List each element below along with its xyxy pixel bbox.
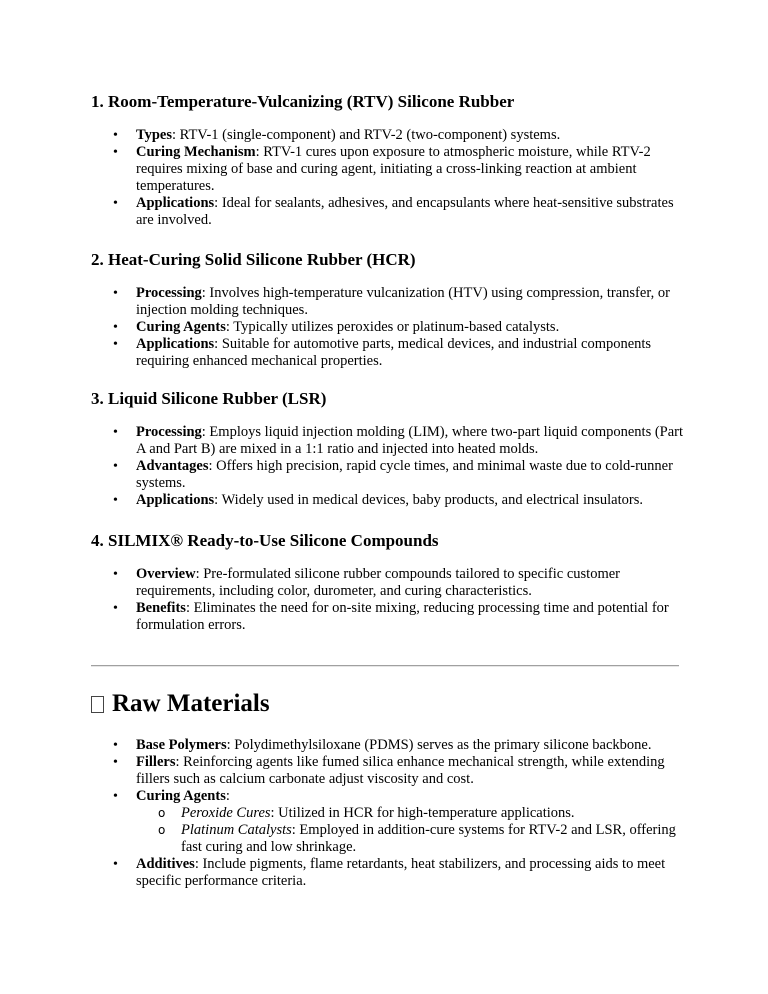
item-term: Curing Agents	[136, 788, 226, 804]
item-text: : Employs liquid injection molding (LIM), where two-part liquid components (Part A and Part B) are mixed in a 1:1 ratio and injected into heated molds.	[136, 424, 684, 457]
section-heading: 4. SILMIX® Ready-to-Use Silicone Compounds	[91, 531, 439, 550]
section-lsr	[91, 389, 691, 509]
item-text: : Ideal for sealants, adhesives, and encapsulants where heat-sensitive substrates are involved.	[136, 195, 674, 228]
section-silmix	[91, 531, 691, 634]
list-item	[91, 424, 691, 458]
list-item	[91, 336, 691, 370]
item-text: : Polydimethylsiloxane (PDMS) serves as the primary silicone backbone.	[226, 737, 652, 753]
section-heading: 2. Heat-Curing Solid Silicone Rubber (HCR)	[91, 250, 416, 269]
list-item	[91, 195, 691, 229]
item-text: : Suitable for automotive parts, medical devices, and industrial components requiring enhanced mechanical properties.	[136, 336, 652, 369]
list-item	[91, 458, 691, 492]
bullet-list	[91, 127, 691, 229]
bullet-list	[91, 737, 691, 890]
list-item	[91, 856, 691, 890]
list-item	[91, 127, 691, 144]
list-item	[91, 566, 691, 600]
item-text: : Eliminates the need for on-site mixing, reducing processing time and potential for formulation errors.	[136, 600, 669, 633]
list-item	[91, 492, 691, 509]
item-text: : Widely used in medical devices, baby products, and electrical insulators.	[214, 492, 643, 508]
item-term: Advantages	[136, 458, 209, 474]
item-text: : Typically utilizes peroxides or platinum-based catalysts.	[225, 319, 560, 335]
item-term: Applications	[136, 195, 215, 211]
section-heading: 3. Liquid Silicone Rubber (LSR)	[91, 389, 327, 408]
bullet-list	[91, 566, 691, 634]
item-term: Processing	[136, 424, 202, 440]
sub-list-item	[136, 822, 691, 856]
bullet-list	[91, 424, 691, 509]
item-text: : Include pigments, flame retardants, heat stabilizers, and processing aids to meet specific performance criteria.	[136, 856, 666, 889]
section-rtv	[91, 92, 691, 229]
list-item	[91, 319, 691, 336]
item-term: Processing	[136, 285, 202, 301]
list-item	[91, 737, 691, 754]
item-term: Curing Agents	[136, 319, 226, 335]
item-term: Additives	[136, 856, 195, 872]
heading-text: Raw Materials	[112, 690, 270, 717]
list-item	[91, 600, 691, 634]
item-term: Types	[136, 127, 172, 143]
item-text: : Involves high-temperature vulcanization (HTV) using compression, transfer, or injection molding techniques.	[136, 285, 670, 318]
item-term: Base Polymers	[136, 737, 227, 753]
bullet-list	[91, 285, 691, 370]
item-text: : RTV-1 cures upon exposure to atmospheric moisture, while RTV-2 requires mixing of base and curing agent, initiating a cross-linking reaction at ambient temperatures.	[136, 144, 651, 194]
item-term: Fillers	[136, 754, 176, 770]
item-text: : Pre-formulated silicone rubber compounds tailored to specific customer requirements, including color, durometer, and curing characteristics.	[136, 566, 620, 599]
sub-list	[136, 805, 691, 856]
item-term: Applications	[136, 336, 215, 352]
item-term: Applications	[136, 492, 215, 508]
missing-glyph-box-icon	[91, 696, 104, 713]
list-item	[91, 144, 691, 195]
item-text: : Reinforcing agents like fumed silica enhance mechanical strength, while extending fillers such as calcium carbonate adjust viscosity and cost.	[136, 754, 665, 787]
list-item	[91, 285, 691, 319]
item-text: : RTV-1 (single-component) and RTV-2 (two-component) systems.	[172, 127, 561, 143]
item-term: Curing Mechanism	[136, 144, 256, 160]
section-heading: 1. Room-Temperature-Vulcanizing (RTV) Silicone Rubber	[91, 92, 515, 111]
section-raw-materials	[91, 737, 691, 890]
sub-item-term: Peroxide Cures	[181, 805, 271, 821]
item-term: Benefits	[136, 600, 186, 616]
item-text: :	[225, 788, 230, 804]
raw-materials-heading	[91, 689, 270, 719]
sub-item-text: : Employed in addition-cure systems for RTV-2 and LSR, offering fast curing and low shrinkage.	[181, 822, 676, 855]
section-hcr	[91, 250, 691, 370]
sub-list-item	[136, 805, 691, 822]
item-text: : Offers high precision, rapid cycle times, and minimal waste due to cold-runner systems.	[136, 458, 673, 491]
sub-item-term: Platinum Catalysts	[181, 822, 292, 838]
item-term: Overview	[136, 566, 196, 582]
sub-item-text: : Utilized in HCR for high-temperature applications.	[270, 805, 575, 821]
list-item	[91, 754, 691, 788]
list-item	[91, 788, 691, 856]
horizontal-divider	[91, 665, 679, 667]
